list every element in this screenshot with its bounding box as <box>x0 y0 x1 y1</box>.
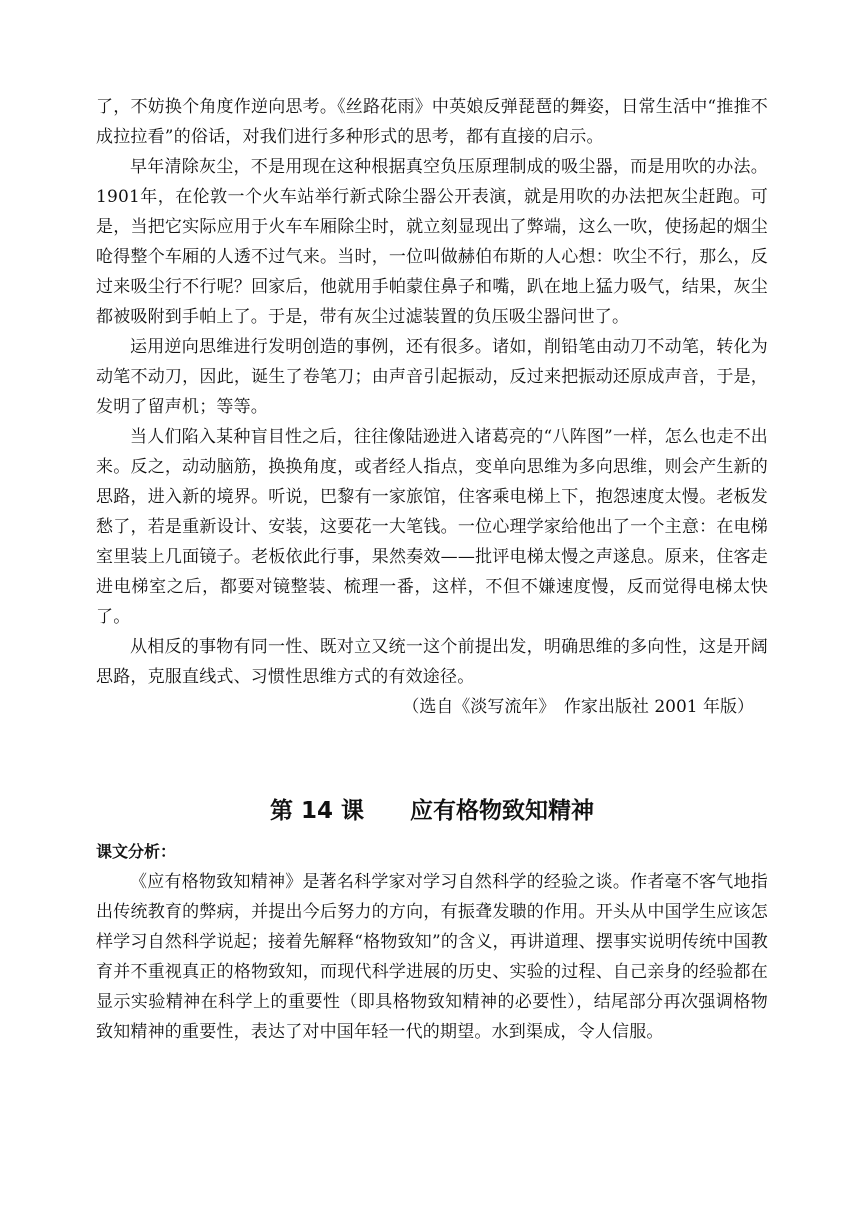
paragraph-continuation: 了，不妨换个角度作逆向思考。《丝路花雨》中英娘反弹琵琶的舞姿，日常生活中“推推不成拉拉看”的俗话，对我们进行多种形式的思考，都有直接的启示。 <box>96 97 768 147</box>
document-page <box>96 92 768 1047</box>
paragraph-conclusion: 从相反的事物有同一性、既对立又统一这个前提出发，明确思维的多向性，这是开阔思路，克服直线式、习惯性思维方式的有效途径。 <box>96 637 768 687</box>
paragraph-inventions: 运用逆向思维进行发明创造的事例，还有很多。诸如，削铅笔由动刀不动笔，转化为动笔不动刀，因此，诞生了卷笔刀；由声音引起振动，反过来把振动还原成声音，于是，发明了留声机；等等。 <box>96 337 768 417</box>
lesson-title: 第 14 课 应有格物致知精神 <box>269 798 595 824</box>
source-citation: （选自《淡写流年》 作家出版社 2001 年版） <box>402 697 754 717</box>
paragraph-vacuum-cleaner: 早年清除灰尘，不是用现在这种根据真空负压原理制成的吸尘器，而是用吹的办法。1901年，在伦敦一个火车站举行新式除尘器公开表演，就是用吹的办法把灰尘赶跑。可是，当把它实际应用于火车车厢除尘时，就立刻显现出了弊端，这么一吹，使扬起的烟尘呛得整个车厢的人透不过气来。当时，一位叫做赫伯布斯的人心想：吹尘不行，那么，反过来吸尘行不行呢？回家后，他就用手帕蒙住鼻子和嘴，趴在地上猛力吸气，结果，灰尘都被吸附到手帕上了。于是，带有灰尘过滤装置的负压吸尘器问世了。 <box>96 157 768 327</box>
paragraph-elevator: 当人们陷入某种盲目性之后，往往像陆逊进入诸葛亮的“八阵图”一样，怎么也走不出来。反之，动动脑筋，换换角度，或者经人指点，变单向思维为多向思维，则会产生新的思路，进入新的境界。听说，巴黎有一家旅馆，住客乘电梯上下，抱怨速度太慢。老板发愁了，若是重新设计、安装，这要花一大笔钱。一位心理学家给他出了一个主意：在电梯室里装上几面镜子。老板依此行事，果然奏效——批评电梯太慢之声遂息。原来，住客走进电梯室之后，都要对镜整装、梳理一番，这样，不但不嫌速度慢，反而觉得电梯太快了。 <box>96 427 768 627</box>
section-label: 课文分析： <box>96 842 177 861</box>
lesson-analysis: 《应有格物致知精神》是著名科学家对学习自然科学的经验之谈。作者毫不客气地指出传统教育的弊病，并提出今后努力的方向，有振聋发聩的作用。开头从中国学生应该怎样学习自然科学说起；接着先解释“格物致知”的含义，再讲道理、摆事实说明传统中国教育并不重视真正的格物致知，而现代科学进展的历史、实验的过程、自己亲身的经验都在显示实验精神在科学上的重要性（即具格物致知精神的必要性），结尾部分再次强调格物致知精神的重要性，表达了对中国年轻一代的期望。水到渠成，令人信服。 <box>96 872 768 1042</box>
